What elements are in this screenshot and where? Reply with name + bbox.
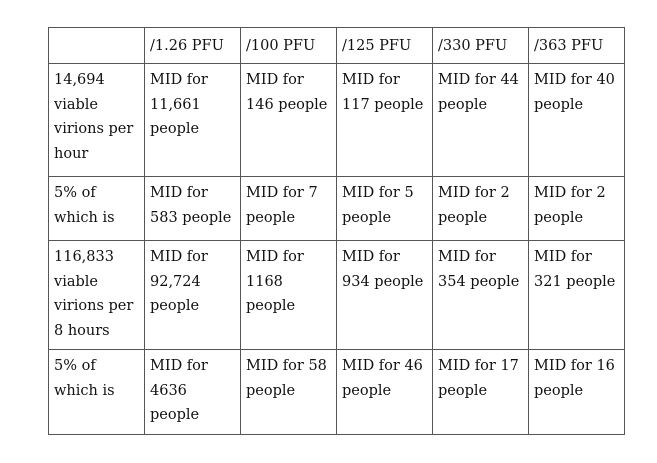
table-cell: MID for 58 people	[241, 350, 337, 435]
table-row	[49, 350, 625, 435]
row-label-cell: 14,694 viable virions per hour	[49, 64, 145, 177]
table-cell: MID for 44 people	[433, 64, 529, 177]
table-cell: MID for 7 people	[241, 177, 337, 241]
table-cell: MID for 92,724 people	[145, 241, 241, 350]
table-row	[49, 177, 625, 241]
header-cell-125-pfu: /125 PFU	[337, 28, 433, 64]
table-cell: MID for 40 people	[529, 64, 625, 177]
table-cell: MID for 2 people	[529, 177, 625, 241]
header-cell-363-pfu: /363 PFU	[529, 28, 625, 64]
table-cell: MID for 5 people	[337, 177, 433, 241]
table-cell: MID for 354 people	[433, 241, 529, 350]
header-cell-1-26-pfu: /1.26 PFU	[145, 28, 241, 64]
mid-table	[48, 27, 625, 435]
table-cell: MID for 321 people	[529, 241, 625, 350]
table-cell: MID for 17 people	[433, 350, 529, 435]
header-cell-330-pfu: /330 PFU	[433, 28, 529, 64]
table-cell: MID for 117 people	[337, 64, 433, 177]
table-cell: MID for 16 people	[529, 350, 625, 435]
table-row	[49, 241, 625, 350]
table-cell: MID for 2 people	[433, 177, 529, 241]
table-header-row	[49, 28, 625, 64]
header-cell-empty	[49, 28, 145, 64]
row-label-cell: 5% of which is	[49, 350, 145, 435]
row-label-cell: 5% of which is	[49, 177, 145, 241]
table-cell: MID for 146 people	[241, 64, 337, 177]
table-cell: MID for 583 people	[145, 177, 241, 241]
row-label-cell: 116,833 viable virions per 8 hours	[49, 241, 145, 350]
table-cell: MID for 4636 people	[145, 350, 241, 435]
table-cell: MID for 46 people	[337, 350, 433, 435]
header-cell-100-pfu: /100 PFU	[241, 28, 337, 64]
table-cell: MID for 11,661 people	[145, 64, 241, 177]
table-row	[49, 64, 625, 177]
table-cell: MID for 934 people	[337, 241, 433, 350]
table-cell: MID for 1168 people	[241, 241, 337, 350]
